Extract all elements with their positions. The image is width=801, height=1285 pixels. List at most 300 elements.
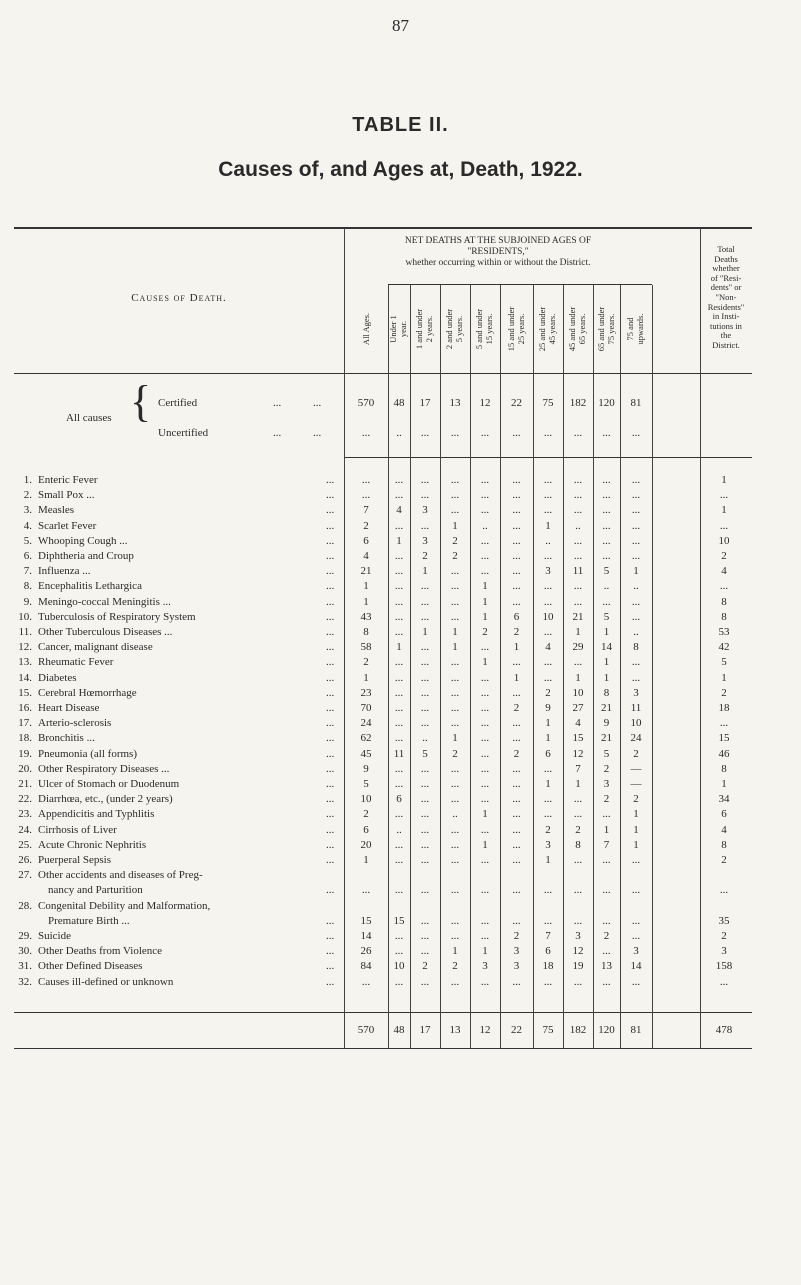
table-cell: 2 bbox=[363, 519, 369, 532]
table-cell: ... bbox=[480, 550, 490, 562]
table-cell: 2 bbox=[721, 930, 727, 942]
cause-number: 8. bbox=[23, 580, 32, 593]
age-header-line: year. bbox=[398, 320, 408, 338]
table-cell: ... bbox=[543, 914, 553, 927]
table-cell: ... bbox=[394, 732, 404, 745]
table-cell: 53 bbox=[718, 626, 730, 638]
table-cell: 18 bbox=[542, 960, 554, 973]
table-cell: 1 bbox=[482, 580, 488, 593]
cause-number: 24. bbox=[18, 823, 32, 836]
table-cell: ... bbox=[394, 854, 404, 866]
leader-dots: ... bbox=[326, 823, 335, 836]
age-header-line: 75 years. bbox=[605, 313, 616, 345]
table-cell: ... bbox=[420, 808, 430, 821]
leader-dots: ... bbox=[326, 838, 335, 851]
table-cell: ... bbox=[420, 671, 430, 684]
table-cell: ... bbox=[394, 489, 404, 502]
table-cell: 1 bbox=[482, 656, 488, 669]
table-cell: 18 bbox=[718, 702, 730, 714]
table-cell: 8 bbox=[603, 686, 610, 699]
table-cell: 1 bbox=[545, 717, 551, 730]
table-cell: 4 bbox=[721, 565, 727, 578]
table-cell: ... bbox=[602, 945, 611, 958]
table-cell: ... bbox=[543, 580, 553, 593]
table-cell: ... bbox=[631, 610, 641, 623]
table-cell: ... bbox=[543, 671, 553, 684]
table-cell: 2 bbox=[721, 854, 727, 866]
table-cell: ... bbox=[420, 793, 430, 806]
table-cell: 24 bbox=[630, 732, 642, 745]
leader-dots: ... bbox=[326, 930, 335, 942]
table-cell: ... bbox=[420, 610, 430, 623]
table-cell: 21 bbox=[601, 702, 612, 714]
age-header-line: 25 and under bbox=[537, 306, 547, 352]
table-cell: ... bbox=[450, 838, 460, 851]
table-cell: 1 bbox=[633, 565, 639, 578]
leader-dots: ... bbox=[326, 656, 335, 669]
table-cell: 1 bbox=[633, 838, 639, 851]
leader-dots: ... bbox=[326, 914, 335, 927]
table-cell: 8 bbox=[721, 762, 727, 775]
cause-number: 18. bbox=[18, 732, 32, 745]
leader-dots: ... bbox=[326, 793, 335, 806]
cause-label: Causes ill-defined or unknown bbox=[38, 975, 174, 988]
table-cell: ... bbox=[573, 975, 583, 988]
table-cell: ... bbox=[512, 732, 521, 745]
uncertified-cell: ... bbox=[602, 427, 611, 439]
table-cell: ... bbox=[602, 854, 611, 866]
table-cell: — bbox=[630, 778, 642, 790]
table-cell: ... bbox=[512, 595, 521, 608]
table-cell: 12 bbox=[572, 747, 584, 760]
cause-number: 4. bbox=[23, 519, 32, 532]
table-cell: ... bbox=[420, 580, 430, 593]
table-cell: 2 bbox=[513, 702, 520, 714]
table-cell: 2 bbox=[513, 930, 520, 942]
certified-label: Certified bbox=[158, 397, 198, 409]
leader-dots: ... bbox=[326, 626, 335, 638]
table-label: TABLE II. bbox=[352, 114, 449, 136]
uncertified-cell: ... bbox=[512, 427, 521, 439]
cause-label: Acute Chronic Nephritis bbox=[38, 838, 147, 851]
table-cell: 6 bbox=[396, 793, 402, 806]
cause-label: Other Respiratory Diseases ... bbox=[38, 762, 170, 775]
cause-label: Scarlet Fever bbox=[38, 519, 97, 532]
table-cell: 4 bbox=[363, 550, 369, 562]
leader-dots: ... bbox=[326, 610, 335, 623]
table-cell: ... bbox=[573, 808, 583, 821]
table-cell: 14 bbox=[630, 960, 642, 973]
total-cell: 48 bbox=[393, 1024, 405, 1036]
table-cell: 4 bbox=[396, 504, 402, 517]
total-header-line: Total bbox=[717, 244, 735, 254]
table-cell: ... bbox=[512, 884, 521, 897]
table-cell: ... bbox=[450, 610, 460, 623]
table-cell: ... bbox=[602, 489, 611, 502]
table-cell: ... bbox=[394, 975, 404, 988]
table-cell: ... bbox=[602, 595, 611, 608]
table-cell: ... bbox=[573, 504, 583, 517]
table-cell: ... bbox=[450, 930, 460, 942]
table-cell: 1 bbox=[603, 626, 610, 638]
table-cell: 15 bbox=[572, 732, 584, 745]
top-rule bbox=[14, 227, 752, 229]
table-cell: ... bbox=[631, 519, 641, 532]
table-cell: 1 bbox=[452, 945, 458, 958]
table-cell: 1 bbox=[545, 519, 551, 532]
table-cell: ... bbox=[573, 914, 583, 927]
cause-label: Other Tuberculous Diseases ... bbox=[38, 626, 173, 638]
table-cell: ... bbox=[420, 702, 430, 714]
table-cell: 2 bbox=[422, 960, 428, 973]
table-cell: ... bbox=[450, 671, 460, 684]
table-cell: ... bbox=[450, 686, 460, 699]
table-cell: ... bbox=[480, 914, 490, 927]
table-cell: 34 bbox=[718, 793, 730, 806]
table-cell: ... bbox=[450, 854, 460, 866]
table-cell: ... bbox=[631, 534, 641, 547]
table-cell: ... bbox=[480, 717, 490, 730]
age-header-line: 65 and under bbox=[595, 306, 606, 352]
table-cell: 6 bbox=[513, 610, 520, 623]
age-header-line: 2 and under bbox=[444, 308, 454, 350]
table-cell: 1 bbox=[633, 808, 639, 821]
cause-number: 6. bbox=[23, 550, 32, 562]
certified-cell: 48 bbox=[393, 397, 405, 409]
cause-number: 19. bbox=[18, 747, 32, 760]
table-cell: ... bbox=[394, 930, 404, 942]
table-cell: 9 bbox=[545, 702, 551, 714]
uncertified-cell: ... bbox=[573, 427, 583, 439]
table-cell: 2 bbox=[603, 762, 610, 775]
cause-label: Enteric Fever bbox=[38, 474, 98, 486]
cause-label: Whooping Cough ... bbox=[38, 534, 128, 547]
table-cell: ... bbox=[573, 656, 583, 669]
table-cell: ... bbox=[420, 930, 430, 942]
age-header-line: 2 years. bbox=[424, 315, 434, 343]
cause-label: Congenital Debility and Malformation, bbox=[38, 899, 211, 912]
table-cell: ... bbox=[420, 686, 430, 699]
leader-dots: ... bbox=[326, 778, 335, 790]
table-cell: ... bbox=[631, 504, 641, 517]
age-column-header bbox=[625, 289, 647, 369]
table-cell: ... bbox=[602, 914, 611, 927]
table-cell: 8 bbox=[575, 838, 581, 851]
table-cell: ... bbox=[480, 975, 490, 988]
leader-dots: ... bbox=[326, 747, 335, 760]
table-cell: 1 bbox=[452, 519, 458, 532]
leader-dots: ... bbox=[326, 762, 335, 775]
table-cell: ... bbox=[602, 808, 611, 821]
table-cell: ... bbox=[512, 793, 521, 806]
cause-number: 1. bbox=[23, 474, 32, 486]
total-header-line: the bbox=[720, 330, 732, 341]
totals-bottom-rule bbox=[14, 1048, 752, 1049]
table-cell: ... bbox=[394, 838, 404, 851]
cause-label: Diarrhœa, etc., (under 2 years) bbox=[38, 793, 173, 806]
table-cell: 11 bbox=[393, 747, 405, 760]
table-cell: 1 bbox=[396, 534, 402, 547]
table-cell: 7 bbox=[575, 762, 581, 775]
table-cell: 84 bbox=[360, 960, 372, 973]
table-cell: 46 bbox=[718, 747, 730, 760]
table-cell: 2 bbox=[721, 550, 727, 562]
cause-number: 32. bbox=[18, 975, 32, 988]
age-column-header bbox=[567, 289, 589, 369]
total-header-line: dents" or bbox=[710, 282, 742, 293]
table-cell: 4 bbox=[721, 823, 727, 836]
table-cell: ... bbox=[512, 762, 521, 775]
total-cell: 478 bbox=[715, 1024, 733, 1036]
total-cell: 13 bbox=[449, 1024, 461, 1036]
table-cell: 2 bbox=[633, 793, 639, 806]
table-cell: ... bbox=[361, 884, 371, 897]
table-cell: ... bbox=[543, 884, 553, 897]
cause-number: 16. bbox=[18, 702, 32, 714]
leader-dots: ... bbox=[326, 945, 335, 958]
age-header-line: 5 years. bbox=[454, 315, 464, 343]
uncertified-cell: ... bbox=[361, 427, 371, 439]
leader-dots: ... bbox=[326, 671, 335, 684]
table-cell: 29 bbox=[572, 641, 584, 654]
table-cell: ... bbox=[420, 519, 430, 532]
uncertified-dots: ... bbox=[313, 427, 322, 439]
table-cell: 1 bbox=[482, 838, 488, 851]
table-cell: ... bbox=[450, 975, 460, 988]
table-cell: ... bbox=[450, 474, 460, 486]
cause-number: 9. bbox=[23, 595, 32, 608]
table-cell: ... bbox=[573, 489, 583, 502]
cause-label-cont: Premature Birth ... bbox=[48, 914, 130, 927]
table-cell: 1 bbox=[422, 626, 428, 638]
table-cell: ... bbox=[512, 823, 521, 836]
leader-dots: ... bbox=[326, 580, 335, 593]
table-cell: 2 bbox=[721, 686, 727, 699]
table-cell: ... bbox=[450, 656, 460, 669]
table-cell: 7 bbox=[603, 838, 610, 851]
cause-label: Rheumatic Fever bbox=[38, 656, 114, 669]
table-cell: 1 bbox=[482, 610, 488, 623]
total-cell: 570 bbox=[357, 1024, 375, 1036]
table-cell: 2 bbox=[363, 808, 369, 821]
table-cell: .. bbox=[396, 823, 402, 836]
table-cell: ... bbox=[719, 519, 729, 532]
leader-dots: ... bbox=[326, 474, 335, 486]
leader-dots: ... bbox=[326, 732, 335, 745]
table-cell: 13 bbox=[601, 960, 612, 973]
leader-dots: ... bbox=[326, 854, 335, 866]
table-cell: ... bbox=[420, 854, 430, 866]
table-cell: ... bbox=[631, 914, 641, 927]
table-cell: ... bbox=[420, 838, 430, 851]
certified-cell: 13 bbox=[449, 397, 461, 409]
table-cell: 58 bbox=[360, 641, 372, 654]
cause-number: 2. bbox=[23, 489, 32, 502]
totals-top-rule bbox=[14, 1012, 752, 1013]
total-cell: 182 bbox=[569, 1024, 587, 1036]
uncertified-cell: .. bbox=[396, 427, 402, 439]
leader-dots: ... bbox=[326, 960, 335, 973]
table-cell: 2 bbox=[545, 823, 551, 836]
table-cell: ... bbox=[394, 626, 404, 638]
table-cell: ... bbox=[394, 778, 404, 790]
cause-label: Bronchitis ... bbox=[38, 732, 95, 745]
table-cell: 10 bbox=[630, 717, 642, 730]
table-cell: ... bbox=[543, 808, 553, 821]
table-cell: ... bbox=[480, 930, 490, 942]
table-cell: ... bbox=[394, 656, 404, 669]
table-cell: 1 bbox=[513, 641, 520, 654]
table-cell: 2 bbox=[422, 550, 428, 562]
table-cell: ... bbox=[480, 504, 490, 517]
cause-number: 10. bbox=[18, 610, 32, 623]
table-cell: ... bbox=[394, 686, 404, 699]
table-cell: 1 bbox=[482, 945, 488, 958]
table-cell: ... bbox=[420, 489, 430, 502]
table-cell: ... bbox=[394, 519, 404, 532]
table-cell: ... bbox=[450, 778, 460, 790]
table-cell: 9 bbox=[603, 717, 610, 730]
age-header-line: 65 years. bbox=[577, 313, 587, 345]
cause-number: 17. bbox=[18, 717, 32, 730]
table-cell: ... bbox=[450, 884, 460, 897]
table-cell: ... bbox=[543, 762, 553, 775]
table-cell: ... bbox=[543, 656, 553, 669]
table-cell: ... bbox=[450, 823, 460, 836]
table-cell: 1 bbox=[721, 671, 727, 684]
table-cell: 3 bbox=[721, 945, 727, 958]
table-cell: 1 bbox=[452, 732, 458, 745]
table-cell: ... bbox=[602, 504, 611, 517]
age-column-header bbox=[596, 289, 618, 369]
cause-label: Influenza ... bbox=[38, 565, 91, 578]
table-cell: 1 bbox=[422, 565, 428, 578]
table-cell: .. bbox=[575, 519, 581, 532]
cause-number: 26. bbox=[18, 854, 32, 866]
table-cell: ... bbox=[512, 778, 521, 790]
table-cell: 7 bbox=[363, 504, 369, 517]
certified-cell: 75 bbox=[542, 397, 554, 409]
table-cell: ... bbox=[394, 565, 404, 578]
leader-dots: ... bbox=[326, 884, 335, 897]
total-cell: 22 bbox=[511, 1024, 522, 1036]
certified-cell: 17 bbox=[419, 397, 431, 409]
table-cell: 1 bbox=[363, 854, 369, 866]
table-cell: ... bbox=[543, 489, 553, 502]
age-header-line: upwards. bbox=[635, 313, 645, 345]
table-cell: — bbox=[630, 762, 642, 775]
table-cell: 6 bbox=[363, 534, 369, 547]
table-cell: .. bbox=[545, 534, 551, 547]
causes-header: Causes of Death. bbox=[131, 292, 227, 304]
cause-label: Meningo-coccal Meningitis ... bbox=[38, 595, 171, 608]
group-header-line2: "RESIDENTS," bbox=[467, 247, 529, 257]
table-cell: 1 bbox=[363, 580, 369, 593]
leader-dots: ... bbox=[326, 717, 335, 730]
table-cell: 1 bbox=[452, 641, 458, 654]
table-cell: 3 bbox=[603, 778, 610, 790]
table-cell: 27 bbox=[572, 702, 584, 714]
certified-cell: 81 bbox=[630, 397, 642, 409]
cause-number: 7. bbox=[23, 565, 32, 578]
table-cell: 43 bbox=[360, 610, 372, 623]
table-cell: 5 bbox=[721, 656, 727, 669]
cause-number: 20. bbox=[18, 762, 32, 775]
table-cell: 1 bbox=[603, 671, 610, 684]
cause-label: Ulcer of Stomach or Duodenum bbox=[38, 778, 180, 790]
table-cell: 35 bbox=[718, 914, 730, 927]
table-cell: ... bbox=[512, 838, 521, 851]
table-cell: ... bbox=[602, 474, 611, 486]
table-cell: 2 bbox=[452, 747, 458, 760]
all-causes-label: All causes bbox=[66, 412, 112, 424]
table-cell: 3 bbox=[633, 945, 639, 958]
certified-dots: ... bbox=[273, 397, 282, 409]
table-cell: ... bbox=[420, 641, 430, 654]
table-cell: ... bbox=[512, 580, 521, 593]
table-cell: ... bbox=[394, 595, 404, 608]
uncertified-cell: ... bbox=[631, 427, 641, 439]
leader-dots: ... bbox=[326, 550, 335, 562]
total-header-line: in Insti- bbox=[712, 311, 740, 322]
table-cell: 7 bbox=[545, 930, 551, 942]
total-header-line: Deaths bbox=[714, 253, 738, 264]
cause-label: Other Deaths from Violence bbox=[38, 945, 163, 958]
total-header-line: Residents" bbox=[707, 301, 745, 312]
table-cell: ... bbox=[512, 504, 521, 517]
table-cell: ... bbox=[420, 975, 430, 988]
uncertified-label: Uncertified bbox=[158, 427, 209, 439]
table-cell: 14 bbox=[360, 930, 372, 942]
table-cell: ... bbox=[512, 808, 521, 821]
table-cell: ... bbox=[543, 975, 553, 988]
certified-cell: 12 bbox=[479, 397, 491, 409]
header-bottom-rule bbox=[14, 373, 752, 374]
table-cell: 2 bbox=[482, 626, 488, 638]
table-cell: 10 bbox=[360, 793, 372, 806]
table-cell: ... bbox=[631, 489, 641, 502]
table-cell: ... bbox=[420, 762, 430, 775]
table-cell: 1 bbox=[363, 671, 369, 684]
table-cell: 26 bbox=[360, 945, 372, 958]
age-header-line: 15 years. bbox=[484, 313, 494, 345]
table-cell: ... bbox=[394, 671, 404, 684]
table-cell: ... bbox=[543, 793, 553, 806]
table-cell: 3 bbox=[422, 534, 428, 547]
table-cell: 11 bbox=[630, 702, 642, 714]
table-cell: ... bbox=[394, 945, 404, 958]
table-cell: ... bbox=[631, 975, 641, 988]
table-cell: ... bbox=[450, 793, 460, 806]
table-cell: ... bbox=[420, 595, 430, 608]
table-cell: ... bbox=[512, 914, 521, 927]
leader-dots: ... bbox=[326, 975, 335, 988]
table-cell: ... bbox=[543, 595, 553, 608]
total-cell: 17 bbox=[419, 1024, 431, 1036]
table-cell: ... bbox=[361, 975, 371, 988]
leader-dots: ... bbox=[326, 519, 335, 532]
uncertified-cell: ... bbox=[543, 427, 553, 439]
table-cell: ... bbox=[394, 702, 404, 714]
table-cell: ... bbox=[480, 823, 490, 836]
table-cell: ... bbox=[573, 854, 583, 866]
total-cell: 12 bbox=[479, 1024, 491, 1036]
cause-label: Tuberculosis of Respiratory System bbox=[38, 610, 196, 623]
cause-label: Encephalitis Lethargica bbox=[38, 580, 142, 593]
table-cell: ... bbox=[512, 550, 521, 562]
table-cell: 1 bbox=[482, 595, 488, 608]
table-cell: 1 bbox=[513, 671, 520, 684]
